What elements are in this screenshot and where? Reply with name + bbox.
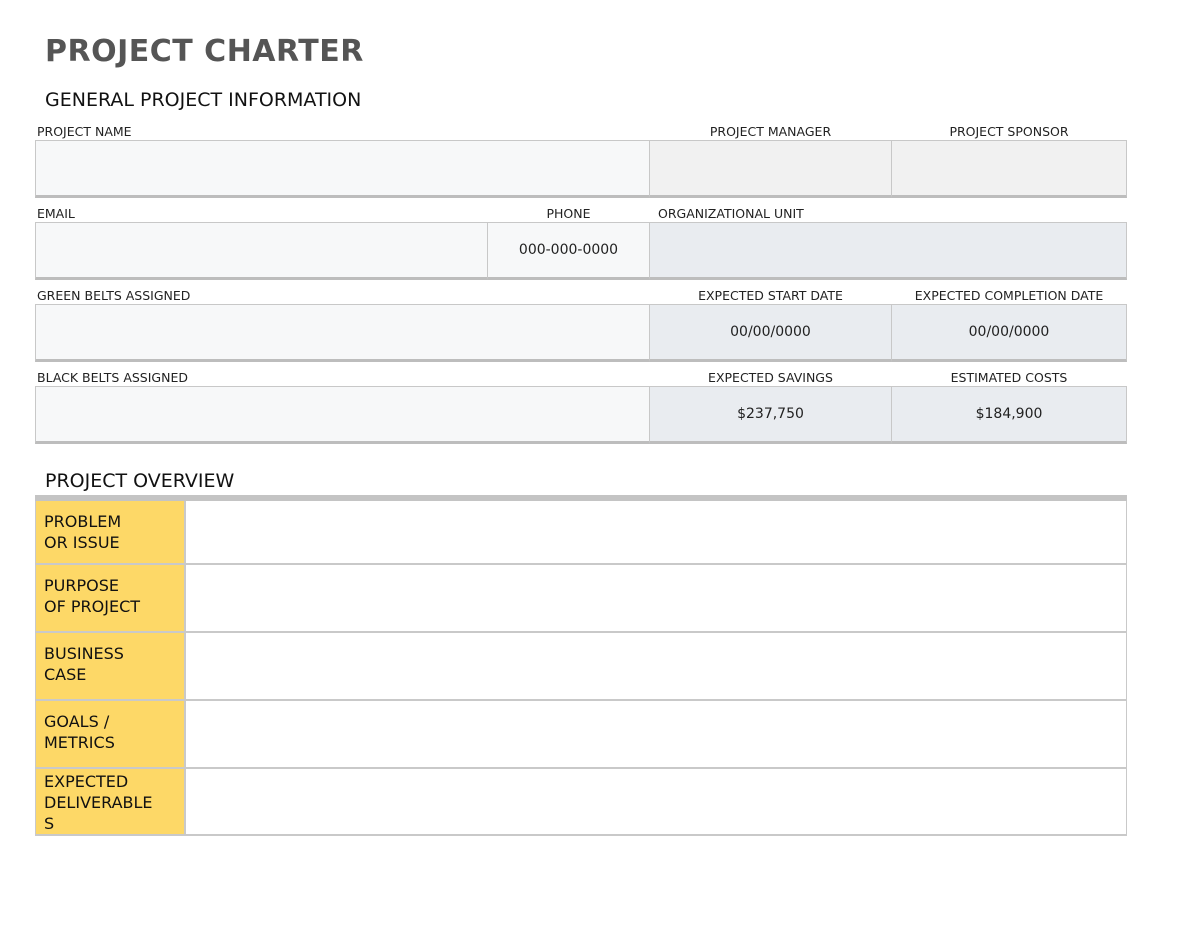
overview-row-problem xyxy=(35,501,1127,565)
section-heading-general: GENERAL PROJECT INFORMATION xyxy=(45,89,362,111)
start-date-field[interactable]: 00/00/0000 xyxy=(649,304,892,362)
project-name-field[interactable] xyxy=(35,140,650,198)
page-title: PROJECT CHARTER xyxy=(45,34,364,69)
overview-row-goals xyxy=(35,701,1127,769)
project-manager-label: PROJECT MANAGER xyxy=(709,124,832,139)
overview-label-problem: PROBLEM OR ISSUE xyxy=(36,501,186,563)
overview-row-purpose xyxy=(35,565,1127,633)
section-heading-overview: PROJECT OVERVIEW xyxy=(45,470,235,492)
phone-label: PHONE xyxy=(546,206,591,221)
email-label: EMAIL xyxy=(37,206,75,221)
overview-field-business-case[interactable] xyxy=(186,633,1126,699)
overview-field-problem[interactable] xyxy=(186,501,1126,563)
project-sponsor-field[interactable] xyxy=(891,140,1127,198)
green-belts-field[interactable] xyxy=(35,304,650,362)
savings-label: EXPECTED SAVINGS xyxy=(708,370,833,385)
org-unit-label: ORGANIZATIONAL UNIT xyxy=(658,206,804,221)
completion-date-field[interactable]: 00/00/0000 xyxy=(891,304,1127,362)
savings-field[interactable]: $237,750 xyxy=(649,386,892,444)
project-manager-field[interactable] xyxy=(649,140,892,198)
overview-label-deliverables: EXPECTED DELIVERABLE S xyxy=(36,769,186,834)
completion-date-label: EXPECTED COMPLETION DATE xyxy=(914,288,1104,303)
project-name-label: PROJECT NAME xyxy=(37,124,132,139)
overview-field-purpose[interactable] xyxy=(186,565,1126,631)
overview-field-deliverables[interactable] xyxy=(186,769,1126,834)
green-belts-label: GREEN BELTS ASSIGNED xyxy=(37,288,191,303)
costs-field[interactable]: $184,900 xyxy=(891,386,1127,444)
start-date-label: EXPECTED START DATE xyxy=(698,288,843,303)
phone-field[interactable]: 000-000-0000 xyxy=(487,222,650,280)
overview-label-business-case: BUSINESS CASE xyxy=(36,633,186,699)
project-sponsor-label: PROJECT SPONSOR xyxy=(949,124,1069,139)
org-unit-field[interactable] xyxy=(649,222,1127,280)
black-belts-field[interactable] xyxy=(35,386,650,444)
black-belts-label: BLACK BELTS ASSIGNED xyxy=(37,370,188,385)
overview-row-deliverables xyxy=(35,769,1127,836)
email-field[interactable] xyxy=(35,222,488,280)
overview-label-goals: GOALS / METRICS xyxy=(36,701,186,767)
overview-label-purpose: PURPOSE OF PROJECT xyxy=(36,565,186,631)
overview-row-business-case xyxy=(35,633,1127,701)
costs-label: ESTIMATED COSTS xyxy=(950,370,1068,385)
overview-field-goals[interactable] xyxy=(186,701,1126,767)
